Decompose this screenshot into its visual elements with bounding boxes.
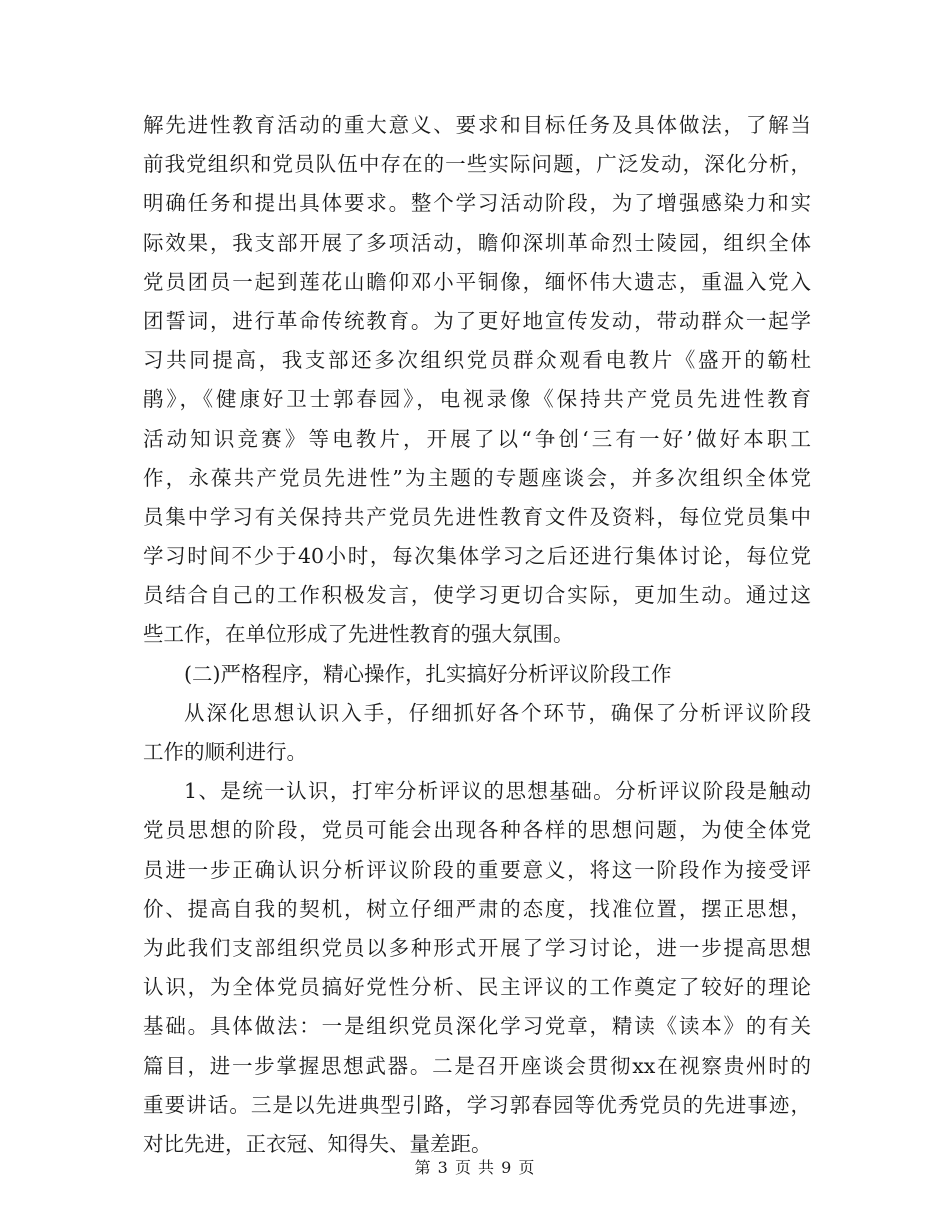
- text-line: 作，永葆共产党员先进性”为主题的专题座谈会，并多次组织全体党: [143, 465, 811, 490]
- text-line: 学习时间不少于40小时，每次集体学习之后还进行集体讨论，每位党: [143, 544, 811, 569]
- text-line: 习共同提高，我支部还多次组织党员群众观看电教片《盛开的簕杜: [143, 348, 811, 373]
- text-line: 解先进性教育活动的重大意义、要求和目标任务及具体做法，了解当: [143, 113, 811, 137]
- section-heading: (二)严格程序，精心操作，扎实搞好分析评议阶段工作: [184, 661, 672, 686]
- text-line: 重要讲话。三是以先进典型引路，学习郭春园等优秀党员的先进事迹，: [143, 1092, 811, 1117]
- text-line: 工作的顺利进行。: [143, 740, 307, 764]
- text-line: 党员团员一起到莲花山瞻仰邓小平铜像，缅怀伟大遗志，重温入党入: [143, 269, 811, 294]
- text-line: 员进一步正确认识分析评议阶段的重要意义，将这一阶段作为接受评: [143, 857, 811, 882]
- text-line: 对比先进，正衣冠、知得失、量差距。: [143, 1131, 492, 1156]
- text-line: 员集中学习有关保持共产党员先进性教育文件及资料，每位党员集中: [143, 504, 811, 529]
- text-line: 些工作，在单位形成了先进性教育的强大氛围。: [143, 622, 574, 647]
- text-line: 基础。具体做法：一是组织党员深化学习党章，精读《读本》的有关: [143, 1014, 811, 1039]
- text-line: 1、是统一认识，打牢分析评议的思想基础。分析评议阶段是触动: [184, 779, 811, 804]
- text-line: 员结合自己的工作积极发言，使学习更切合实际，更加生动。通过这: [143, 583, 811, 608]
- text-line: 前我党组织和党员队伍中存在的一些实际问题，广泛发动，深化分析，: [143, 152, 811, 177]
- text-line: 团誓词，进行革命传统教育。为了更好地宣传发动，带动群众一起学: [143, 308, 811, 333]
- text-line: 为此我们支部组织党员以多种形式开展了学习讨论，进一步提高思想: [143, 935, 811, 960]
- text-line: 明确任务和提出具体要求。整个学习活动阶段，为了增强感染力和实: [143, 191, 811, 216]
- document-body: [143, 106, 811, 1164]
- text-line: 鹃》，《健康好卫士郭春园》，电视录像《保持共产党员先进性教育: [143, 387, 811, 412]
- page-number-footer: 第 3 页 共 9 页: [414, 1158, 536, 1177]
- text-line: 篇目，进一步掌握思想武器。二是召开座谈会贯彻xx在视察贵州时的: [143, 1053, 811, 1078]
- text-line: 党员思想的阶段，党员可能会出现各种各样的思想问题，为使全体党: [143, 818, 811, 843]
- text-line: 从深化思想认识入手，仔细抓好各个环节，确保了分析评议阶段: [184, 700, 811, 725]
- text-line: 活动知识竞赛》等电教片，开展了以“争创‘三有一好’做好本职工: [143, 426, 811, 451]
- text-line: 认识，为全体党员搞好党性分析、民主评议的工作奠定了较好的理论: [143, 975, 811, 1000]
- text-line: 际效果，我支部开展了多项活动，瞻仰深圳革命烈士陵园，组织全体: [143, 230, 811, 255]
- text-line: 价、提高自我的契机，树立仔细严肃的态度，找准位置，摆正思想，: [143, 896, 811, 921]
